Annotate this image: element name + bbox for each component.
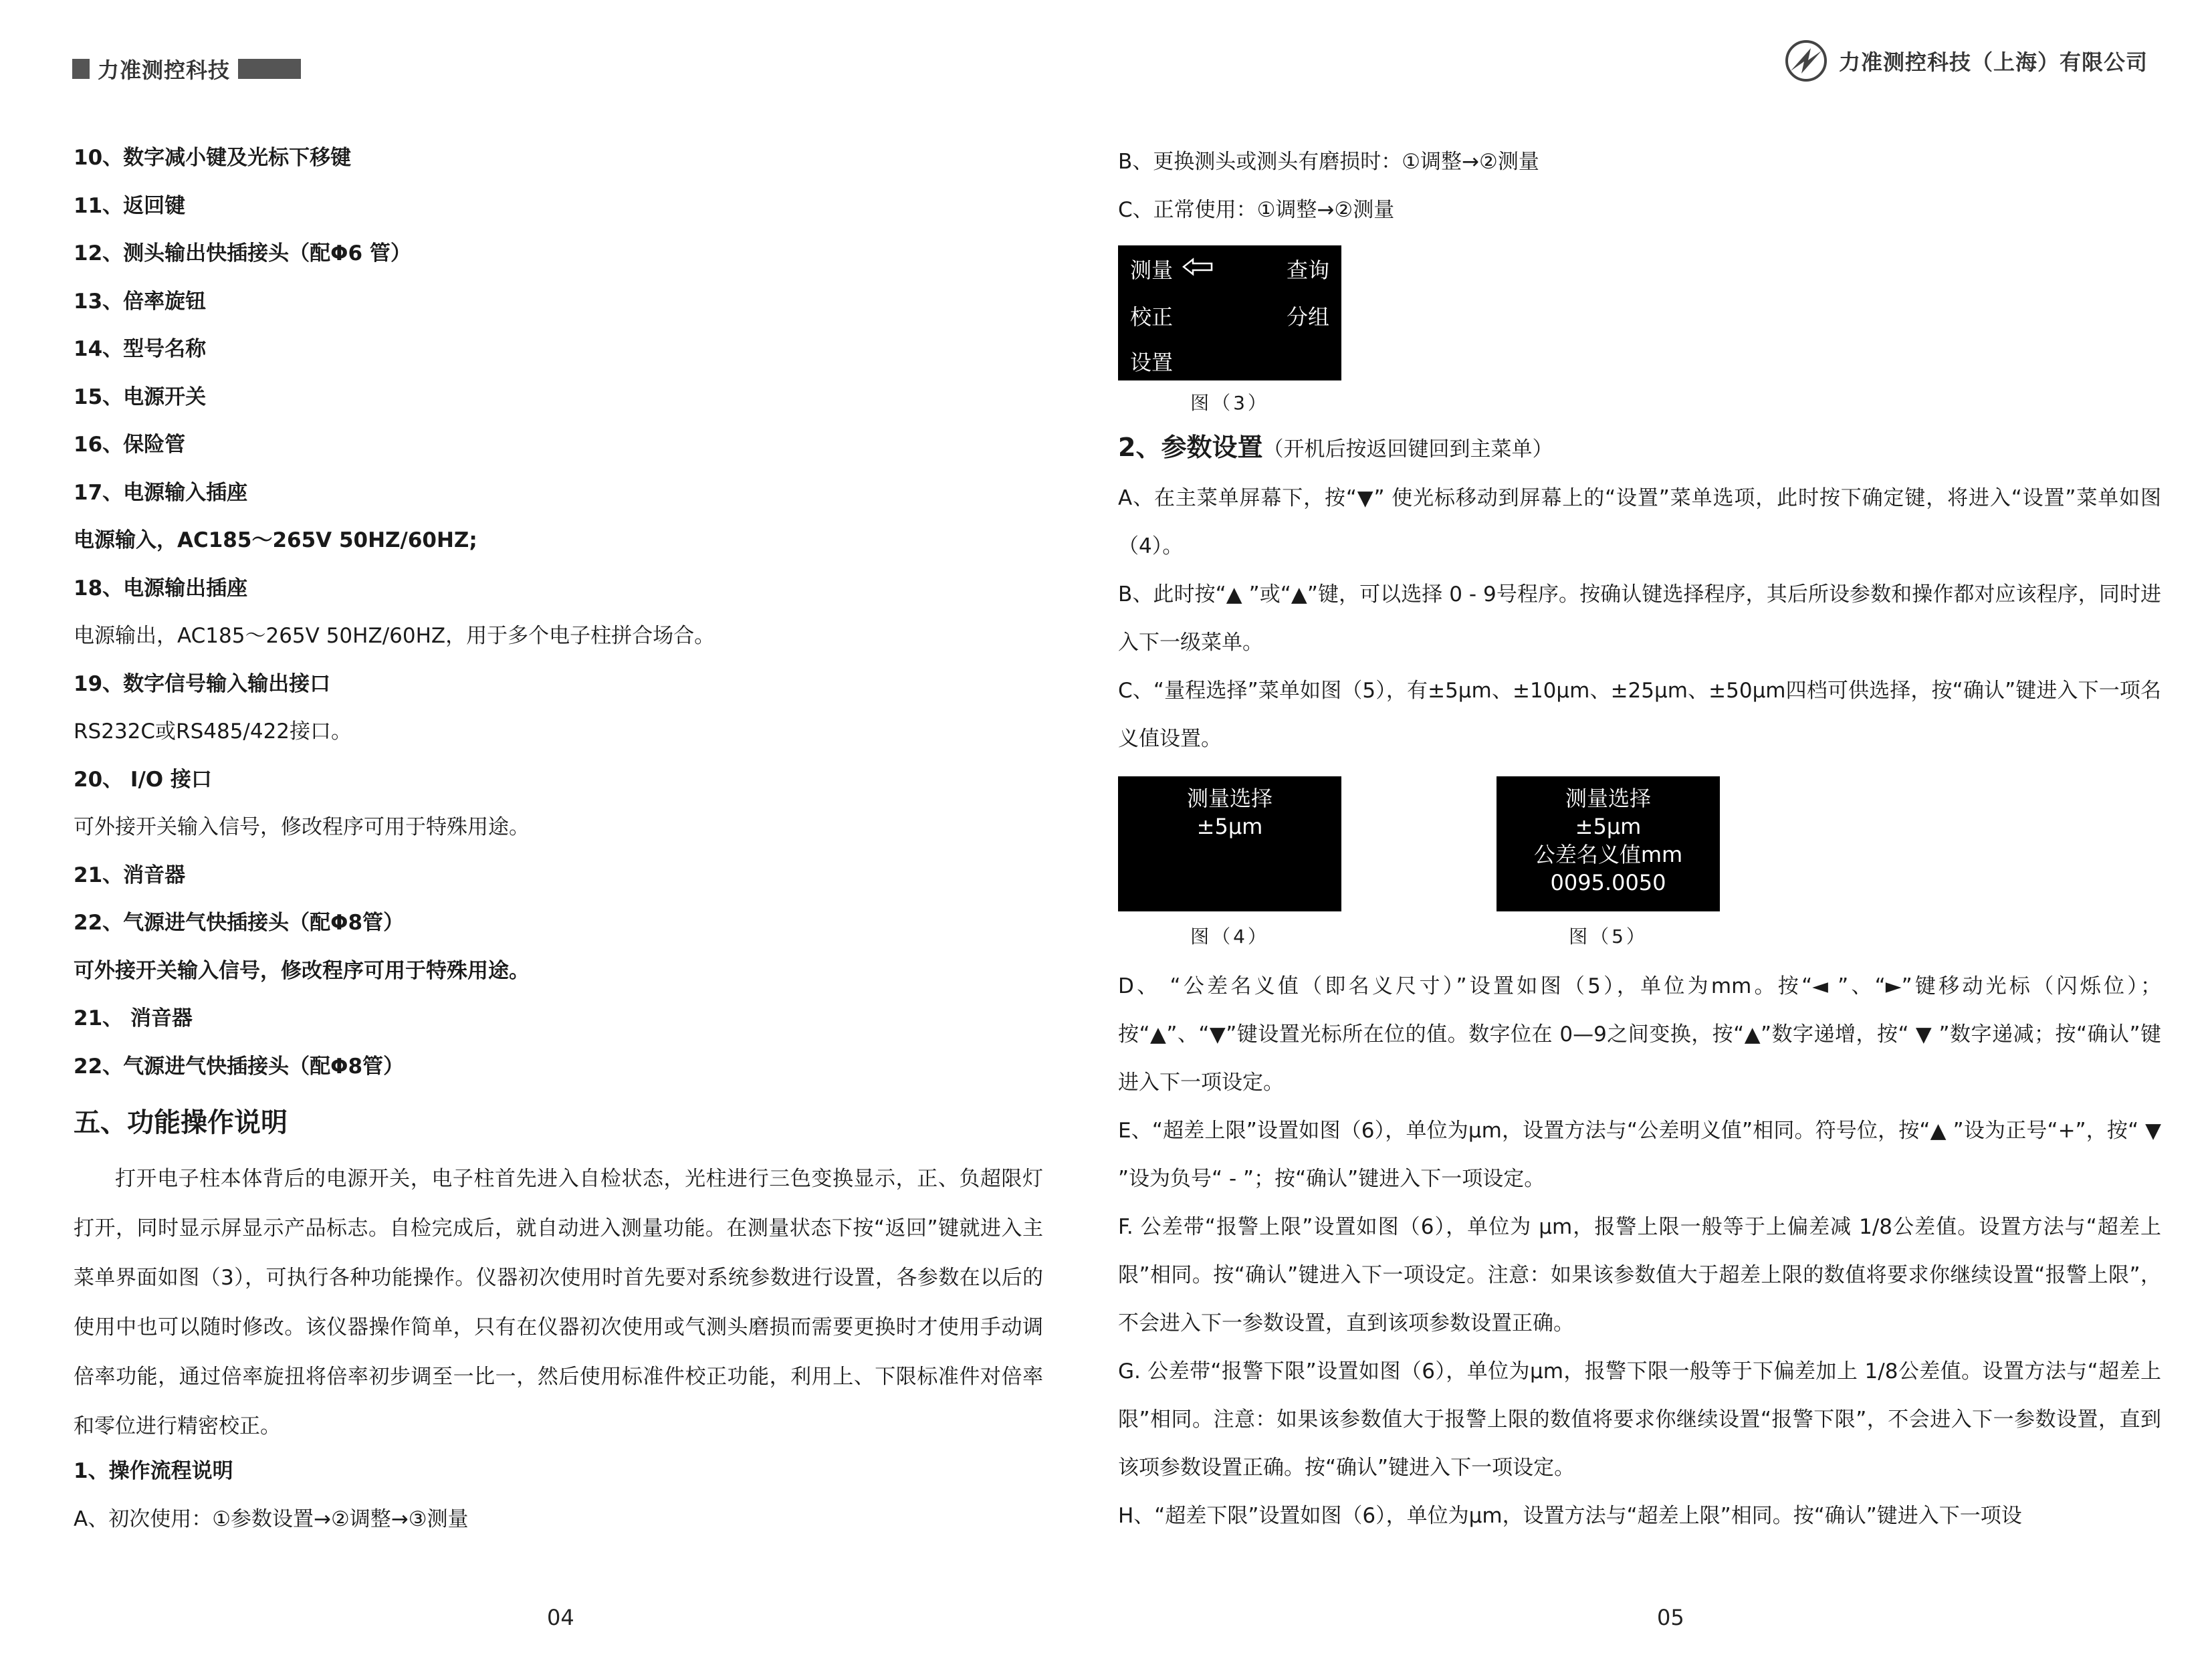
list-item: 22、气源进气快插接头（配Φ8管） [74,911,405,935]
para-f: F. 公差带“报警上限”设置如图（6），单位为 μm，报警上限一般等于上偏差减 1/8公差值。设置方法与“超差上限”相同。按“确认”键进入下一项设定。注意：如果该参数值大于超差上限的数值将要求你继续设置“报警上限”，不会进入下一参数设置，直到该项参数设置正确。 [1118,1215,2161,1335]
list-item: 21、消音器 [74,863,186,887]
page-number-left: 04 [547,1605,574,1630]
right-column [1118,147,2161,1540]
para-b: B、此时按“▲ ”或“▲”键，可以选择 0 - 9号程序。按确认键选择程序，其后所设参数和操作都对应该程序，同时进入下一级菜单。 [1118,582,2161,655]
figure-5-caption: 图（5） [1569,925,1648,948]
header-square-mark [72,59,90,79]
list-item: 13、倍率旋钮 [74,289,207,314]
list-item: 10、数字减小键及光标下移键 [74,146,352,170]
list-item: 16、保险管 [74,433,186,457]
list-item: 电源输出，AC185～265V 50HZ/60HZ，用于多个电子柱拼合场合。 [74,624,715,648]
list-item: 22、气源进气快插接头（配Φ8管） [74,1054,405,1079]
list-item: 17、电源输入插座 [74,480,248,505]
menu-calibrate: 校正 [1130,304,1174,330]
header-right [1784,37,2148,84]
flow-a: A、初次使用：①参数设置→②调整→③测量 [74,1507,469,1531]
fig5-line1: 测量选择 [1565,786,1651,811]
figure-3-caption: 图（3） [1190,392,1269,414]
para-d: D、 “公差名义值（即名义尺寸）”设置如图（5），单位为mm。按“◄ ”、“►”键移动光标（闪烁位）；按“▲”、“▼”键设置光标所在位的值。数字位在 0—9之间变换，按“▲”数字递增，按“ ▼ ”数字递减；按“确认”键进入下一项设定。 [1118,974,2161,1095]
param-settings-title [1118,430,2161,465]
component-list [74,143,1043,1099]
page-number-right: 05 [1657,1605,1684,1630]
list-item: 15、电源开关 [74,384,207,409]
para-g: G. 公差带“报警下限”设置如图（6），单位为μm，报警下限一般等于下偏差加上 1/8公差值。设置方法与“超差上限”相同。注意：如果该参数值大于报警上限的数值将要求你继续设置“报警下限”，不会进入下一参数设置，直到该项参数设置正确。按“确认”键进入下一项设定。 [1118,1359,2161,1480]
fig5-line2: ±5μm [1575,814,1642,839]
list-item: 12、测头输出快插接头（配Φ6 管） [74,241,411,265]
figure-4-caption: 图（4） [1190,925,1269,948]
list-item: 14、型号名称 [74,337,207,361]
figure-5-screen [1497,776,1720,911]
cursor-arrow-icon [1182,257,1214,276]
figures-row [1118,776,2161,962]
para-h: H、“超差下限”设置如图（6），单位为μm，设置方法与“超差上限”相同。按“确认”键进入下一项设 [1118,1504,2022,1528]
para-a: A、在主菜单屏幕下，按“▼” 使光标移动到屏幕上的“设置”菜单选项，此时按下确定键，将进入“设置”菜单如图（4）。 [1118,486,2161,558]
company-logo-icon [1784,39,1828,83]
fig5-line4: 0095.0050 [1550,870,1666,895]
flow-b: B、更换测头或测头有磨损时：①调整→②测量 [1118,150,1539,174]
header-bar-mark [238,59,301,79]
flow-c: C、正常使用：①调整→②测量 [1118,197,1395,222]
fig4-line2: ±5μm [1196,814,1263,839]
para-e: E、“超差上限”设置如图（6），单位为μm，设置方法与“公差明义值”相同。符号位，按“▲ ”设为正号“+”，按“ ▼ ”设为负号“ - ”；按“确认”键进入下一项设定。 [1118,1119,2161,1191]
menu-settings: 设置 [1130,350,1174,375]
list-item: 电源输入，AC185～265V 50HZ/60HZ; [74,528,477,552]
figure-4-screen [1118,776,1341,911]
header-company-name: 力准测控科技（上海）有限公司 [1838,49,2148,75]
header-left [72,53,301,84]
param-settings-note: （开机后按返回键回到主菜单） [1262,437,1553,461]
menu-query: 查询 [1287,257,1330,283]
flow-subtitle: 1、操作流程说明 [74,1459,233,1483]
menu-measure: 测量 [1130,257,1174,283]
list-item: RS232C或RS485/422接口。 [74,720,352,744]
param-settings-heading: 2、参数设置 [1118,433,1263,462]
fig5-line3: 公差名义值mm [1533,842,1683,867]
menu-group: 分组 [1287,304,1330,330]
list-item: 11、返回键 [74,193,186,218]
list-item: 19、数字信号输入输出接口 [74,671,331,696]
list-item: 18、电源输出插座 [74,576,248,600]
list-item: 可外接开关输入信号，修改程序可用于特殊用途。 [74,815,530,839]
header-left-title: 力准测控科技 [98,58,231,83]
main-menu-screen [1118,245,1341,380]
list-item: 可外接开关输入信号，修改程序可用于特殊用途。 [74,958,530,983]
fig4-line1: 测量选择 [1186,786,1273,811]
para-c: C、“量程选择”菜单如图（5），有±5μm、±10μm、±25μm、±50μm四档可供选择，按“确认”键进入下一项名义值设置。 [1118,679,2161,751]
list-item: 20、 I/O 接口 [74,767,212,792]
section-title: 五、功能操作说明 [74,1107,288,1138]
list-item: 21、 消音器 [74,1006,193,1030]
section-paragraph: 打开电子柱本体背后的电源开关，电子柱首先进入自检状态，光柱进行三色变换显示，正、负超限灯打开，同时显示屏显示产品标志。自检完成后，就自动进入测量功能。在测量状态下按“返回”键就进入主菜单界面如图（3），可执行各种功能操作。仪器初次使用时首先要对系统参数进行设置，各参数在以后的使用中也可以随时修改。该仪器操作简单，只有在仪器初次使用或气测头磨损而需要更换时才使用手动调倍率功能，通过倍率旋扭将倍率初步调至一比一，然后使用标准件校正功能，利用上、下限标准件对倍率和零位进行精密校正。 [74,1167,1043,1438]
left-column [74,143,1043,1552]
